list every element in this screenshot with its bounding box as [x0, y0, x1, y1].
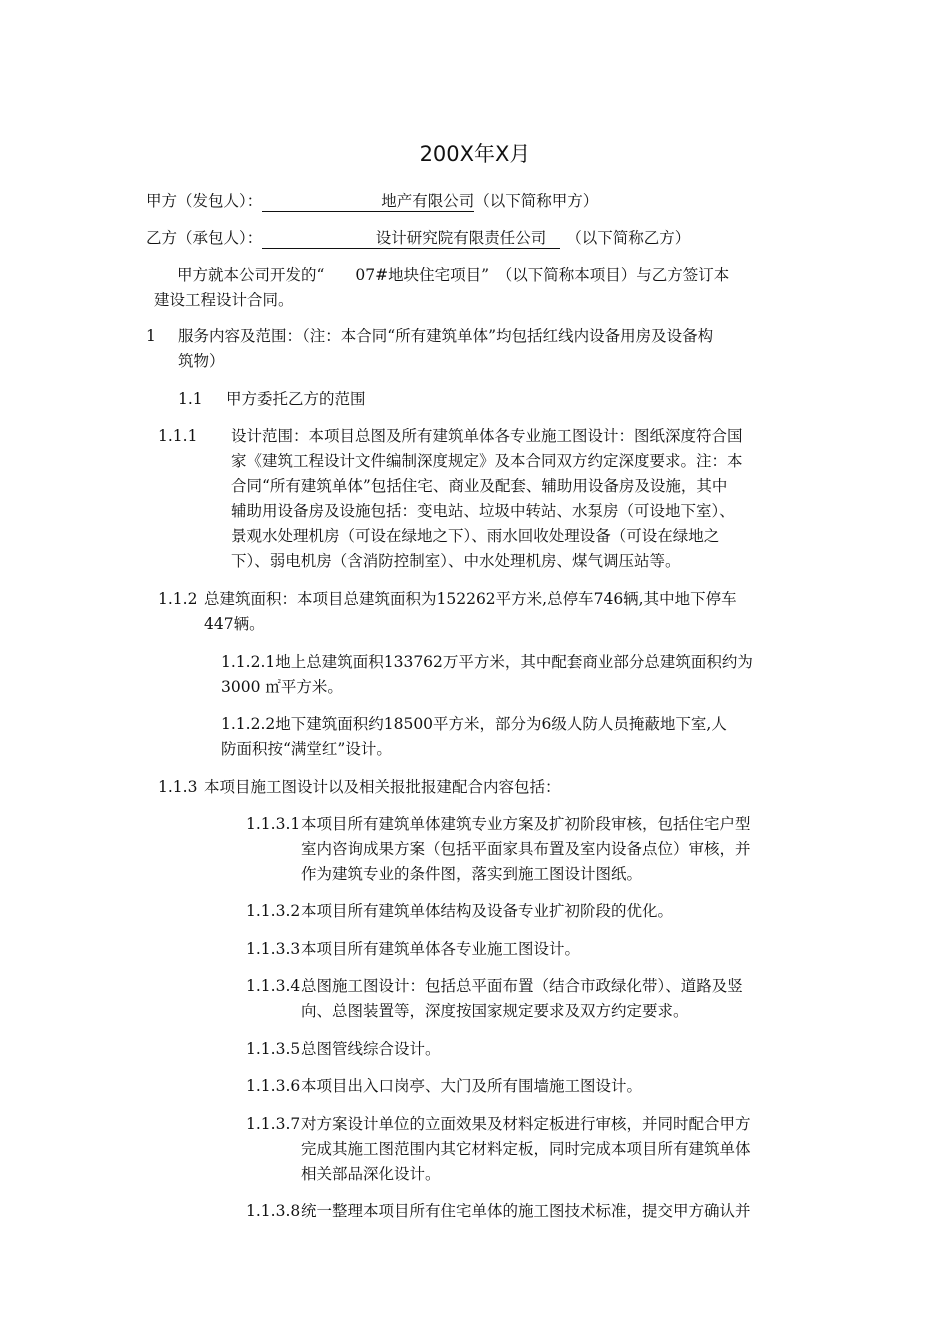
section-1-1-1-line: 景观水处理机房（可设在绿地之下）、雨水回收处理设备（可设在绿地之	[231, 527, 720, 545]
party-a-line	[146, 189, 598, 214]
item-1-1-3-2-line: 本项目所有建筑单体结构及设备专业扩初阶段的优化。	[301, 902, 674, 920]
item-1-1-3-4-line: 总图施工图设计：包括总平面布置（结合市政绿化带）、道路及竖	[301, 977, 743, 995]
section-1-line-1: 服务内容及范围：（注：本合同“所有建筑单体”均包括红线内设备用房及设备构	[178, 327, 714, 345]
item-1-1-3-3-number: 1.1.3.3	[246, 940, 301, 958]
item-1-1-3-8-line: 统一整理本项目所有住宅单体的施工图技术标准，提交甲方确认并	[301, 1202, 751, 1220]
section-1-1-2-number: 1.1.2	[158, 590, 198, 608]
item-1-1-3-1-line: 作为建筑专业的条件图，落实到施工图设计图纸。	[301, 865, 643, 883]
section-1-1-3-number: 1.1.3	[158, 778, 198, 796]
section-1-1-2-1-line: 地上总建筑面积133762万平方米，其中配套商业部分总建筑面积约为	[275, 653, 753, 671]
item-1-1-3-8-number: 1.1.3.8	[246, 1202, 301, 1220]
section-1-1-2-2-number: 1.1.2.2	[221, 715, 276, 733]
item-1-1-3-6-line: 本项目出入口岗亭、大门及所有围墙施工图设计。	[301, 1077, 643, 1095]
item-1-1-3-4-number: 1.1.3.4	[246, 977, 301, 995]
section-1-1-2-1-line: 3000 ㎡平方米。	[221, 678, 343, 696]
section-1-1-1-line: 下）、弱电机房（含消防控制室）、中水处理机房、煤气调压站等。	[231, 552, 681, 570]
party-a-name: 地产有限公司	[262, 191, 474, 212]
section-1-1-2-2-line: 防面积按“满堂红”设计。	[221, 740, 392, 758]
party-b-suffix: （以下简称乙方）	[566, 229, 691, 247]
intro-line-1: 甲方就本公司开发的“ 07#地块住宅项目” （以下简称本项目）与乙方签订本	[177, 266, 730, 284]
section-1-1-2-1	[221, 650, 753, 675]
document-date-title: 200X年X月	[419, 142, 531, 166]
item-1-1-3-5-line: 总图管线综合设计。	[301, 1040, 441, 1058]
section-1-1-2-line: 总建筑面积：本项目总建筑面积为152262平方米,总停车746辆,其中地下停车	[204, 590, 737, 608]
section-1-1-1-line: 辅助用设备房及设施包括：变电站、垃圾中转站、水泵房（可设地下室）、	[231, 502, 735, 520]
section-1-1-2-2-line: 地下建筑面积约18500平方米，部分为6级人防人员掩蔽地下室,人	[275, 715, 727, 733]
section-1-1-2-1-number: 1.1.2.1	[221, 653, 276, 671]
item-1-1-3-4-line: 向、总图装置等，深度按国家规定要求及双方约定要求。	[301, 1002, 689, 1020]
section-1-1-1-line: 合同“所有建筑单体”包括住宅、商业及配套、辅助用设备房及设施，其中	[231, 477, 728, 495]
party-a-label: 甲方（发包人）：	[146, 192, 263, 210]
item-1-1-3-6-number: 1.1.3.6	[246, 1077, 301, 1095]
section-1-1-2-line: 447辆。	[204, 615, 265, 633]
section-1-1-3-text: 本项目施工图设计以及相关报批报建配合内容包括：	[204, 778, 561, 796]
section-1-1-text: 甲方委托乙方的范围	[226, 390, 366, 408]
item-1-1-3-1-line: 室内咨询成果方案（包括平面家具布置及室内设备点位）审核，并	[301, 840, 751, 858]
item-1-1-3-2-number: 1.1.3.2	[246, 902, 301, 920]
section-1-1-1-number: 1.1.1	[158, 427, 198, 445]
item-1-1-3-7-line: 完成其施工图范围内其它材料定板，同时完成本项目所有建筑单体	[301, 1140, 751, 1158]
section-1-number: 1	[146, 327, 156, 345]
item-1-1-3-5-number: 1.1.3.5	[246, 1040, 301, 1058]
party-b-label: 乙方（承包人）：	[146, 229, 263, 247]
section-1-1-number: 1.1	[178, 390, 203, 408]
section-1-line-2: 筑物）	[178, 352, 225, 370]
party-b-name	[262, 228, 560, 249]
item-1-1-3-1-number: 1.1.3.1	[246, 815, 301, 833]
section-1-1-2-2	[221, 712, 727, 737]
section-1-1-1-line: 设计范围：本项目总图及所有建筑单体各专业施工图设计：图纸深度符合国	[231, 427, 743, 445]
section-1-1-1-line: 家《建筑工程设计文件编制深度规定》及本合同双方约定深度要求。注：本	[231, 452, 743, 470]
party-a-suffix: （以下简称甲方）	[474, 192, 599, 210]
item-1-1-3-7-number: 1.1.3.7	[246, 1115, 301, 1133]
item-1-1-3-7-line: 相关部品深化设计。	[301, 1165, 441, 1183]
item-1-1-3-1-line: 本项目所有建筑单体建筑专业方案及扩初阶段审核，包括住宅户型	[301, 815, 751, 833]
party-b-line	[146, 226, 690, 251]
intro-line-2: 建设工程设计合同。	[154, 291, 294, 309]
item-1-1-3-7-line: 对方案设计单位的立面效果及材料定板进行审核，并同时配合甲方	[301, 1115, 751, 1133]
item-1-1-3-3-line: 本项目所有建筑单体各专业施工图设计。	[301, 940, 581, 958]
party-b-name-text: 设计研究院有限责任公司	[375, 229, 547, 247]
